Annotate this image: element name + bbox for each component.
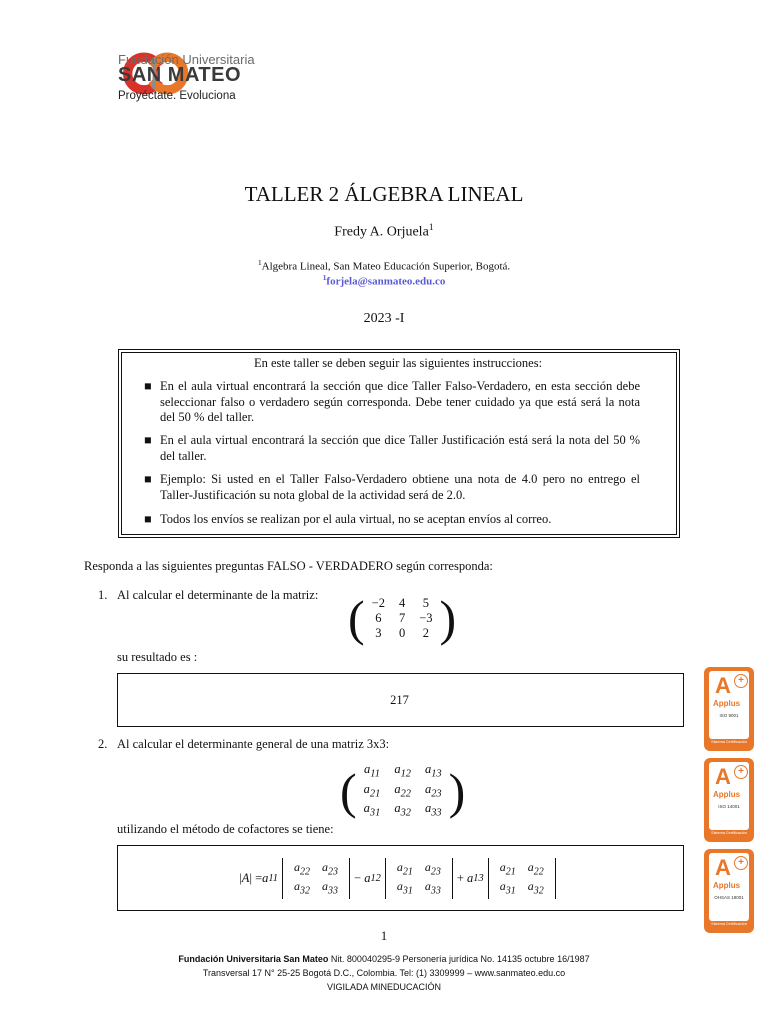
cert-standard: OHSAS 18001	[714, 895, 744, 900]
right-paren: )	[439, 590, 457, 646]
question-number: 1.	[98, 588, 108, 602]
instruction-item: En el aula virtual encontrará la sección que dice Taller Falso-Verdadero, en esta sección debe seleccionar falso o verdadero según corresponda. Debe tener cuidado ya que está será la nota del 50 % del taller.	[160, 379, 640, 424]
org-name-line2: SAN MATEO	[118, 64, 242, 86]
instruction-item: En el aula virtual encontrará la sección que dice Taller Justificación está será la nota del 50 % del taller.	[160, 433, 640, 463]
term: 2023 -I	[363, 311, 405, 326]
matrix-cell: −2	[371, 595, 385, 610]
applus-logo-icon: A	[715, 764, 731, 789]
question-number: 2.	[98, 737, 108, 751]
document-title: TALLER 2 ÁLGEBRA LINEAL	[244, 182, 524, 206]
bullet-icon: ■	[144, 433, 152, 447]
matrix-cell: 3	[375, 625, 382, 640]
question-text: Al calcular el determinante de la matriz:	[117, 588, 319, 602]
plus-icon: +	[734, 856, 748, 870]
footer-line2: Transversal 17 N° 25-25 Bogotá D.C., Colombia. Tel: (1) 3309999 – www.sanmateo.edu.co	[202, 968, 566, 978]
left-paren: (	[348, 590, 365, 646]
matrix-cell: 5	[422, 595, 429, 610]
slogan: Proyéctate. Evoluciona	[118, 90, 236, 102]
question-text: Al calcular el determinante general de una matriz 3x3:	[117, 737, 390, 751]
page-number: 1	[380, 929, 388, 943]
question-followup: utilizando el método de cofactores se tiene:	[117, 822, 334, 836]
answer-value: 217	[390, 693, 409, 707]
author: Fredy A. Orjuela$^1$	[334, 222, 434, 240]
certification-badge	[704, 849, 754, 933]
instruction-item: Ejemplo: Si usted en el Taller Falso-Verdadero obtiene una nota de 4.0 pero no entrego el Taller-Justificación su nota global de la actividad será de 2.0.	[160, 472, 640, 502]
bullet-icon: ■	[144, 512, 152, 526]
bullet-icon: ■	[144, 472, 152, 486]
matrix-q2: ( $a_{11}$ $a_{12}$ $a_{13}$ $a_{21}$ $a_{22}$ $a_{23}$ $a_{31}$ $a_{32}$ $a_{33}$ )	[340, 762, 466, 820]
bullet-icon: ■	[144, 379, 152, 393]
right-paren: )	[448, 763, 466, 820]
footer-line1: Fundación Universitaria San Mateo Nit. 800040295-9 Personería jurídica No. 14135 octubre 16/1987	[178, 954, 590, 964]
instructions-heading: En este taller se deben seguir las siguientes instrucciones:	[253, 356, 543, 370]
cert-footer: Sistema Certificación	[711, 740, 747, 744]
applus-logo-icon: A	[715, 855, 731, 880]
cert-footer: Sistema Certificación	[711, 831, 747, 835]
applus-logo-icon: A	[715, 673, 731, 698]
cert-brand: Applus	[713, 699, 741, 708]
matrix-q1	[348, 590, 457, 646]
certification-badge	[704, 667, 754, 751]
cofactor-formula: | A | = a 11 $a_{22}$ $a_{23}$ $a_{32}$ $a_{33}$ − a 12 $a_{21}$ $a_{23}$ $a_{31}$ $a_{33}$ + a 13 $a_{21}$ $a_{22}$ $a_{31}$ $a_{32}$	[117, 858, 682, 899]
email-link[interactable]: $^1$forjela@sanmateo.edu.co	[322, 273, 446, 288]
plus-icon: +	[734, 765, 748, 779]
affiliation: $^1$Algebra Lineal, San Mateo Educación Superior, Bogotá.	[257, 258, 511, 273]
plus-icon: +	[734, 674, 748, 688]
org-name-line1: Fundación Universitaria	[118, 52, 255, 67]
cert-brand: Applus	[713, 790, 741, 799]
certification-badge	[704, 758, 754, 842]
footer-line3: VIGILADA MINEDUCACIÓN	[326, 982, 442, 992]
cert-brand: Applus	[713, 881, 741, 890]
matrix-cell: 0	[398, 625, 406, 640]
matrix-cell: 6	[375, 610, 382, 625]
instruction-item: Todos los envíos se realizan por el aula virtual, no se aceptan envíos al correo.	[160, 512, 552, 526]
matrix-cell: −3	[419, 610, 433, 625]
question-followup: su resultado es :	[117, 650, 198, 664]
cert-standard: ISO 14001	[718, 804, 740, 809]
matrix-cell: 2	[422, 625, 429, 640]
questions-intro: Responda a las siguientes preguntas FALSO - VERDADERO según corresponda:	[84, 559, 493, 573]
matrix-cell: 4	[398, 595, 406, 610]
cert-footer: Sistema Certificación	[711, 922, 747, 926]
left-paren: (	[340, 763, 357, 820]
matrix-cell: 7	[398, 610, 406, 625]
cert-standard: ISO 9001	[719, 713, 739, 718]
